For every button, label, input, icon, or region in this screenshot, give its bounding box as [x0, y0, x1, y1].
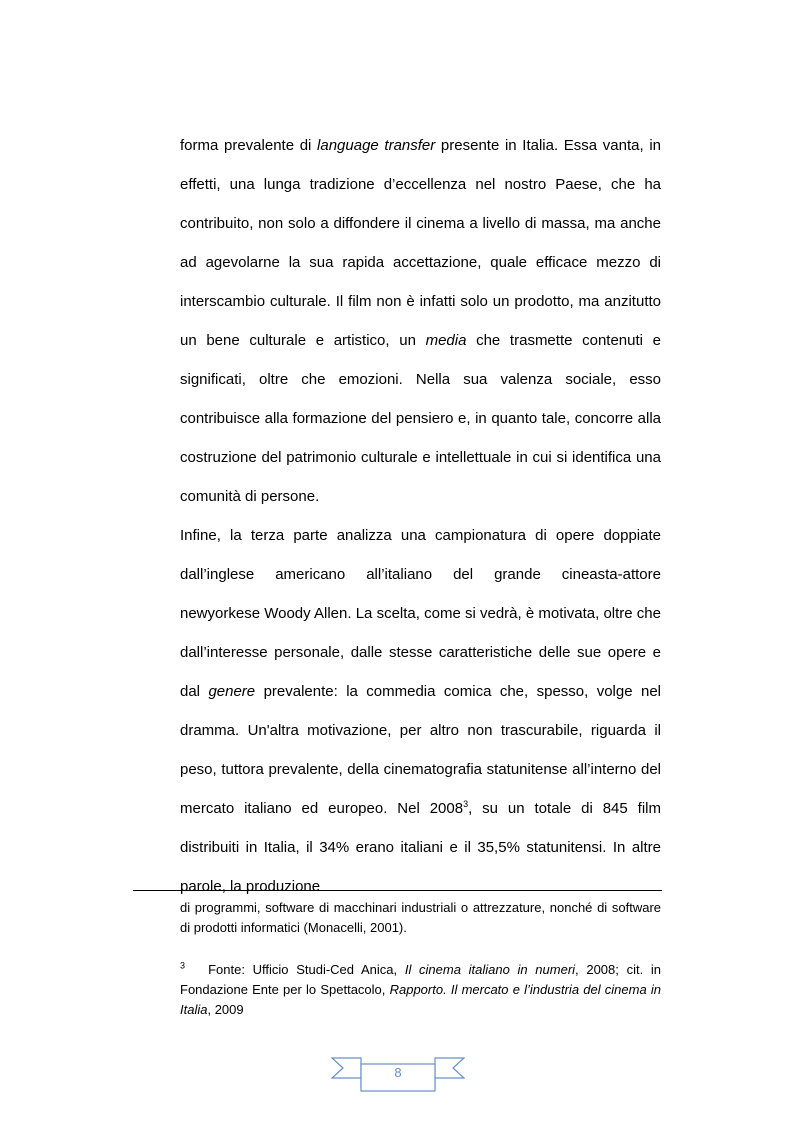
italic-term: genere [208, 683, 256, 700]
text-run: Infine, la terza parte analizza una campionatura di opere doppiate dall’inglese americano all’italiano del grande cineasta-attore newyorkese Woody Allen. La scelta, come si vedrà, è motivata, oltre che dall’interesse personale, dalle stesse caratteristiche delle sue opere e dal [180, 527, 661, 700]
paragraph-2 [180, 516, 661, 906]
footnote-reference[interactable]: 3 [463, 799, 469, 809]
text-run: , 2008; cit. in Fondazione Ente per lo Spettacolo, [180, 962, 661, 997]
italic-title: Rapporto. Il mercato e l’industria del cinema in Italia [180, 982, 661, 1017]
footnote-continuation: di programmi, software di macchinari industriali o attrezzature, nonché di software di prodotti informatici (Monacelli, 2001). [180, 900, 661, 935]
paragraph-1 [180, 126, 661, 516]
text-run: prevalente: la commedia comica che, spesso, volge nel dramma. Un'altra motivazione, per altro non trascurabile, riguarda il peso, tuttora prevalente, della cinematografia statunitense all’interno del mercato italiano ed europeo. Nel 2008 [180, 683, 662, 817]
footnote-separator [133, 890, 662, 891]
text-run: , 2009 [207, 1002, 244, 1017]
page-number: 8 [394, 1065, 402, 1080]
text-run: presente in Italia. Essa vanta, in effetti, una lunga tradizione d’eccellenza nel nostro Paese, che ha contribuito, non solo a diffondere il cinema a livello di massa, ma anche ad agevolarne la sua rapida accettazione, quale efficace mezzo di interscambio culturale. Il film non è infatti solo un prodotto, ma anzitutto un bene culturale e artistico, un [180, 137, 661, 349]
text-run: Fonte: Ufficio Studi-Ced Anica, [208, 962, 405, 977]
body-text [180, 126, 661, 906]
footnote-3 [180, 960, 661, 1020]
page-number-badge [331, 1056, 465, 1092]
text-run: che trasmette contenuti e significati, oltre che emozioni. Nella sua valenza sociale, esso contribuisce alla formazione del pensiero e, in quanto tale, concorre alla costruzione del patrimonio culturale e intellettuale in cui si identifica una comunità di persone. [180, 332, 661, 505]
italic-title: Il cinema italiano in numeri [404, 962, 576, 977]
italic-term: media [425, 332, 467, 349]
footnotes [180, 898, 661, 1020]
footnote-mark: 3 [180, 960, 186, 971]
text-run: , su un totale di 845 film distribuiti in Italia, il 34% erano italiani e il 35,5% statunitensi. In altre parole, la produzione [180, 800, 661, 895]
italic-term: language transfer [317, 137, 436, 154]
text-run: forma prevalente di [180, 137, 318, 154]
